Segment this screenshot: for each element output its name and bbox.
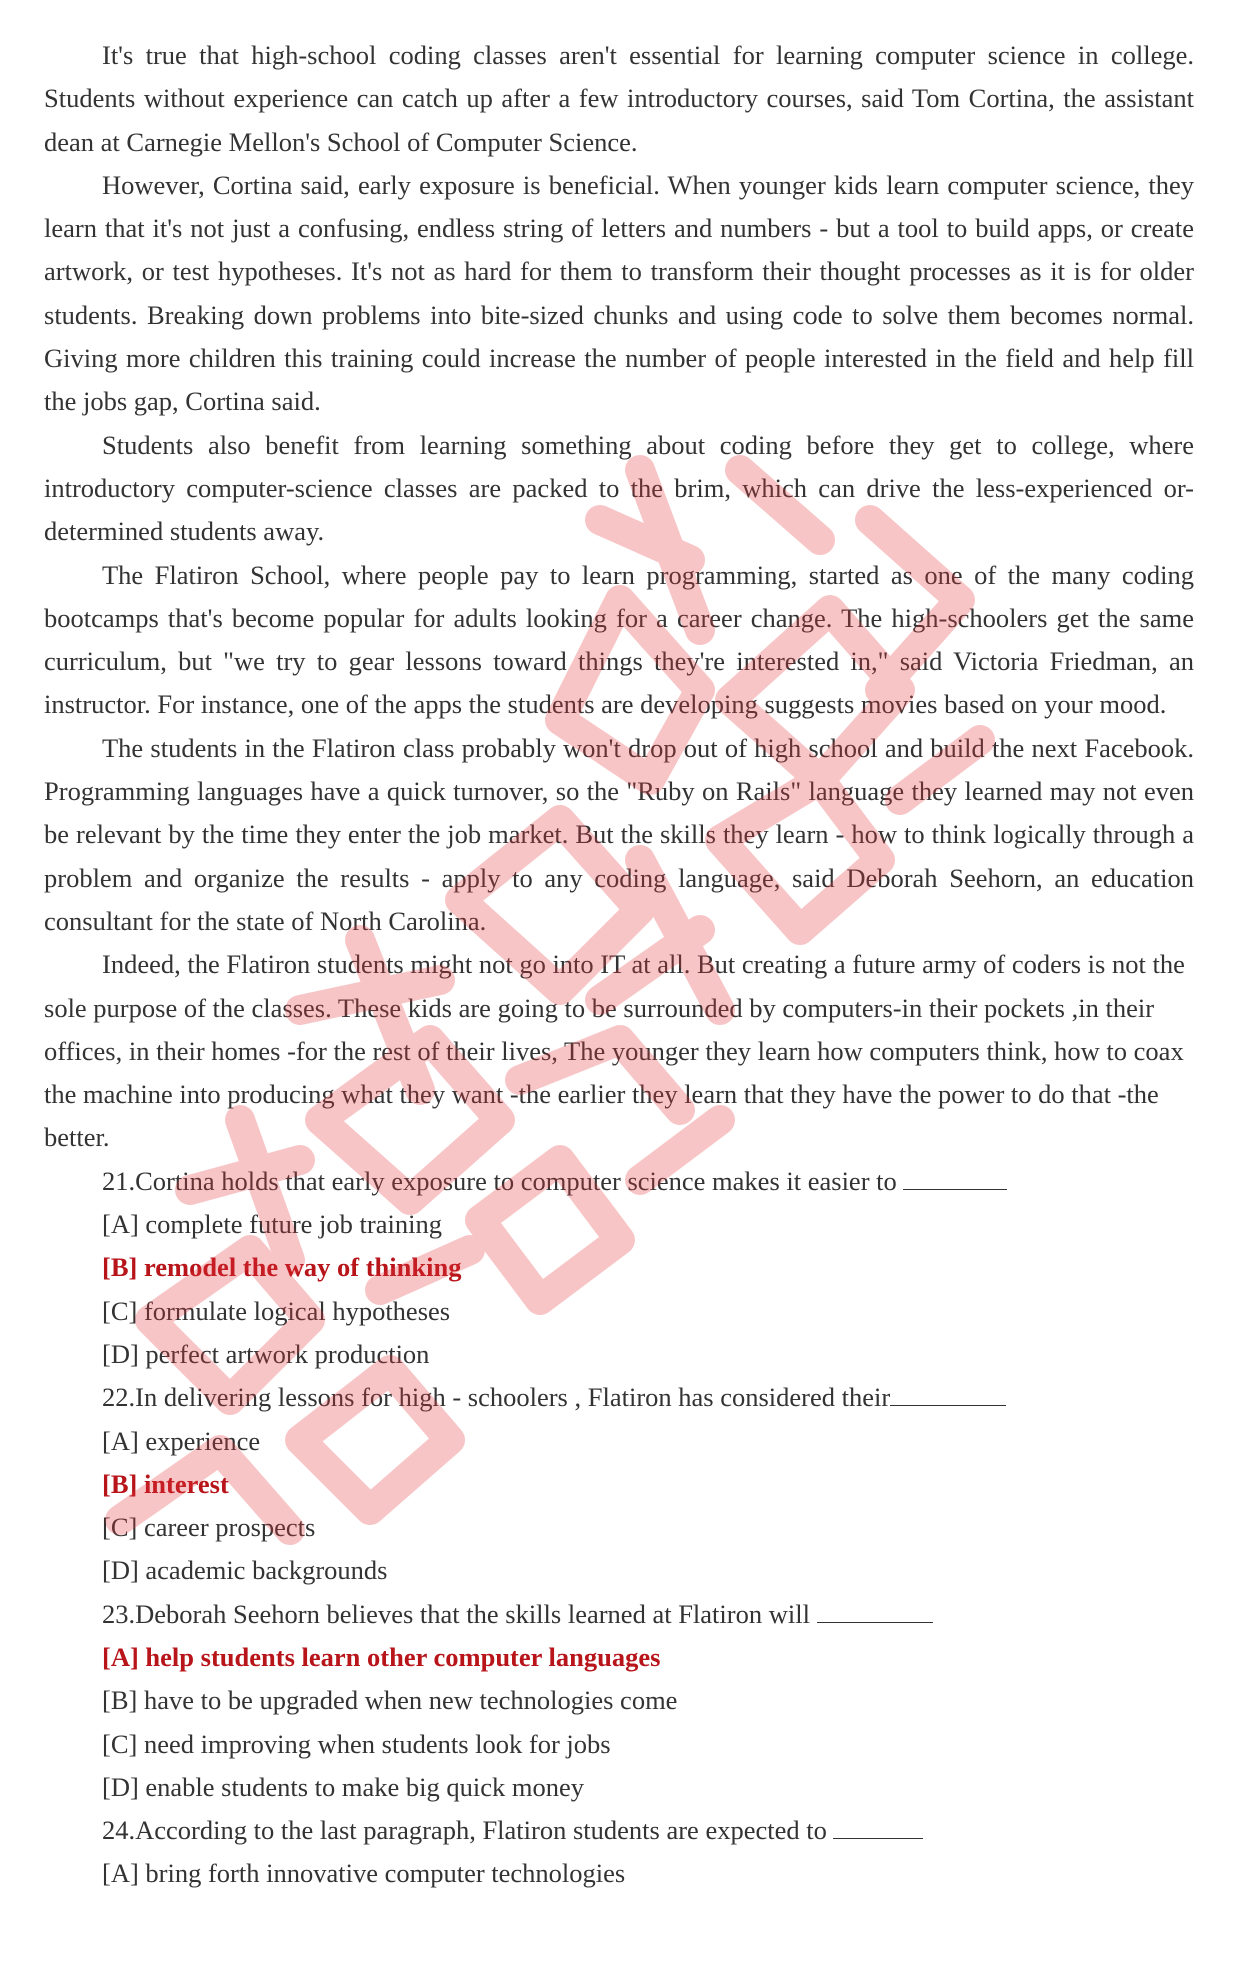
question-22-option-b-answer: [B] interest bbox=[102, 1468, 229, 1499]
answer-blank bbox=[903, 1188, 1007, 1190]
question-23-stem: 23.Deborah Seehorn believes that the skills learned at Flatiron will bbox=[44, 1593, 1194, 1636]
question-22-option-a: [A] experience bbox=[102, 1425, 261, 1456]
question-21-option-b-answer: [B] remodel the way of thinking bbox=[102, 1252, 462, 1283]
answer-blank bbox=[833, 1837, 923, 1839]
question-22-option-c: [C] career prospects bbox=[102, 1512, 316, 1543]
document-page bbox=[44, 34, 1194, 1896]
paragraph-1: It's true that high-school coding classes aren't essential for learning computer science in college. Students without experience can catch up after a few introductory courses, said Tom Cortina, the assistant dean at Carnegie Mellon's School of Computer Science. bbox=[44, 40, 1194, 157]
question-22-option-d: [D] academic backgrounds bbox=[102, 1555, 388, 1586]
question-23-option-d: [D] enable students to make big quick money bbox=[102, 1771, 585, 1802]
question-22-stem: 22.In delivering lessons for high - schoolers , Flatiron has considered their bbox=[44, 1376, 1194, 1419]
paragraph-2: However, Cortina said, early exposure is beneficial. When younger kids learn computer science, they learn that it's not just a confusing, endless string of letters and numbers - but a tool to build apps, or create artwork, or test hypotheses. It's not as hard for them to transform their thought processes as it is for older students. Breaking down problems into bite-sized chunks and using code to solve them becomes normal. Giving more children this training could increase the number of people interested in the field and help fill the jobs gap, Cortina said. bbox=[44, 169, 1194, 417]
question-23-option-c: [C] need improving when students look for jobs bbox=[102, 1728, 611, 1759]
answer-blank bbox=[890, 1404, 1006, 1406]
question-24-stem: 24.According to the last paragraph, Flatiron students are expected to bbox=[44, 1809, 1194, 1852]
question-21-stem: 21.Cortina holds that early exposure to computer science makes it easier to bbox=[44, 1160, 1194, 1203]
question-24-option-a: [A] bring forth innovative computer technologies bbox=[102, 1858, 626, 1889]
answer-blank bbox=[817, 1621, 933, 1623]
paragraph-5: The students in the Flatiron class probably won't drop out of high school and build the next Facebook. Programming languages have a quick turnover, so the "Ruby on Rails" language they learned may not even be relevant by the time they enter the job market. But the skills they learn - how to think logically through a problem and organize the results - apply to any coding language, said Deborah Seehorn, an education consultant for the state of North Carolina. bbox=[44, 732, 1194, 936]
question-23-option-b: [B] have to be upgraded when new technologies come bbox=[102, 1685, 678, 1716]
paragraph-4: The Flatiron School, where people pay to learn programming, started as one of the many coding bootcamps that's become popular for adults looking for a career change. The high-schoolers get the same curriculum, but "we try to gear lessons toward things they're interested in," said Victoria Friedman, an instructor. For instance, one of the apps the students are developing suggests movies based on your mood. bbox=[44, 559, 1194, 720]
question-21-option-a: [A] complete future job training bbox=[102, 1209, 442, 1240]
paragraph-6: Indeed, the Flatiron students might not go into IT at all. But creating a future army of coders is not the sole purpose of the classes. These kids are going to be surrounded by computers-in their pockets ,in their offices, in their homes -for the rest of their lives, The younger they learn how computers think, how to coax the machine into producing what they want -the earlier they learn that they have the power to do that -the better. bbox=[44, 949, 1185, 1153]
question-21-option-d: [D] perfect artwork production bbox=[102, 1338, 430, 1369]
question-21-option-c: [C] formulate logical hypotheses bbox=[102, 1295, 451, 1326]
paragraph-3: Students also benefit from learning something about coding before they get to college, where introductory computer-science classes are packed to the brim, which can drive the less-experienced or-determined students away. bbox=[44, 429, 1194, 547]
question-23-option-a-answer: [A] help students learn other computer languages bbox=[102, 1641, 661, 1672]
